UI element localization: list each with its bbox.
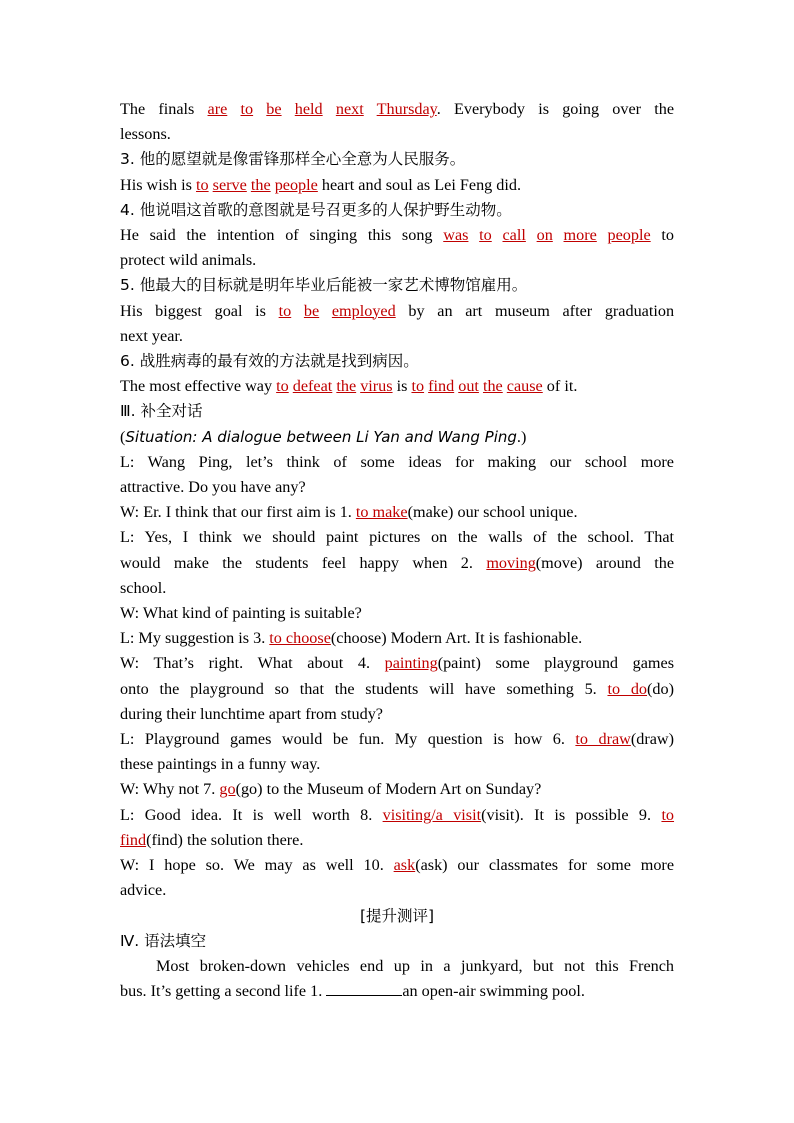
- dialogue-text: (make) our school unique.: [407, 503, 578, 522]
- q5-text: by an art museum after graduation: [408, 301, 675, 320]
- answer: to: [196, 175, 209, 194]
- situation-paren: .): [516, 427, 527, 446]
- section4-text: an open-air swimming pool.: [402, 982, 585, 1001]
- dialogue-text: L: Good idea. It is well worth 8.: [120, 805, 373, 824]
- q4-cont: protect wild animals.: [120, 251, 257, 270]
- answer: to: [479, 226, 492, 245]
- answer: to choose: [269, 629, 331, 648]
- answer: be: [303, 301, 320, 320]
- dialogue-line: [120, 828, 674, 853]
- q4-chinese: 4. 他说唱这首歌的意图就是号召更多的人保护野生动物。: [120, 200, 512, 219]
- answer: to: [240, 100, 254, 118]
- answer: find: [120, 830, 147, 849]
- q5-text: His biggest goal is: [120, 301, 266, 320]
- q5-line: [120, 299, 674, 324]
- q3-text: heart and soul as Lei Feng did.: [321, 175, 522, 194]
- section4-text: bus. It’s getting a second life 1.: [120, 982, 323, 1001]
- dialogue-line: [120, 626, 674, 651]
- dialogue-text: would make the students feel happy when 2.: [120, 553, 473, 572]
- answer: to do: [607, 679, 648, 698]
- dialogue-text: (choose) Modern Art. It is fashionable.: [330, 629, 583, 648]
- q4-text: He said the intention of singing this song: [120, 226, 433, 245]
- dialogue-line: [120, 777, 674, 802]
- dialogue-line: [120, 500, 674, 525]
- answer: next: [335, 100, 364, 118]
- answer-blank[interactable]: [326, 981, 402, 996]
- q2-text: The finals: [120, 100, 195, 118]
- dialogue-text: (do): [647, 679, 674, 698]
- situation-text: : A dialogue between Li Yan and Wang Ping: [192, 427, 517, 446]
- q5-chinese: 5. 他最大的目标就是明年毕业后能被一家艺术博物馆雇用。: [120, 276, 528, 295]
- assessment-heading: [提升测评]: [359, 906, 435, 925]
- document-page: [120, 97, 674, 1004]
- dialogue-text: onto the playground so that the students will have something 5.: [120, 679, 597, 698]
- dialogue-line: L: Yes, I think we should paint pictures on the walls of the school. That: [120, 528, 674, 547]
- q6-chinese: 6. 战胜病毒的最有效的方法就是找到病因。: [120, 352, 419, 371]
- dialogue-line: during their lunchtime apart from study?: [120, 704, 383, 723]
- q6-text: is: [396, 377, 408, 396]
- q5-cont: next year.: [120, 326, 183, 345]
- dialogue-text: W: Why not 7.: [120, 780, 216, 799]
- answer: moving: [486, 553, 536, 572]
- answer: painting: [384, 654, 438, 673]
- answer: out: [458, 377, 479, 396]
- dialogue-line: [120, 551, 674, 576]
- dialogue-line: [120, 803, 674, 828]
- answer: Thursday: [376, 100, 437, 118]
- answer: be: [266, 100, 282, 118]
- q6-line: [120, 374, 674, 399]
- dialogue-line: L: Wang Ping, let’s think of some ideas for making our school more: [120, 452, 674, 471]
- dialogue-line: [120, 651, 674, 676]
- q6-text: The most effective way: [120, 377, 273, 396]
- q4-line: [120, 223, 674, 248]
- section4-heading: Ⅳ. 语法填空: [120, 931, 207, 950]
- answer: to: [276, 377, 289, 396]
- dialogue-text: W: I hope so. We may as well 10.: [120, 856, 384, 875]
- dialogue-text: L: Playground games would be fun. My question is how 6.: [120, 730, 565, 749]
- dialogue-text: (visit). It is possible 9.: [481, 805, 652, 824]
- answer: visiting/a visit: [382, 805, 482, 824]
- dialogue-line: school.: [120, 578, 167, 597]
- q2-text: . Everybody is going over the: [436, 100, 675, 118]
- dialogue-text: (paint) some playground games: [437, 654, 675, 673]
- situation-line: [120, 425, 674, 450]
- answer: defeat: [292, 377, 333, 396]
- answer: people: [274, 175, 318, 194]
- section3-heading: Ⅲ. 补全对话: [120, 402, 203, 421]
- dialogue-line: advice.: [120, 881, 167, 900]
- answer: go: [219, 780, 236, 799]
- answer: to: [411, 377, 425, 396]
- answer: serve: [212, 175, 247, 194]
- answer: the: [336, 377, 357, 396]
- dialogue-line: [120, 853, 674, 878]
- answer: call: [502, 226, 526, 245]
- q6-text: of it.: [546, 377, 578, 396]
- dialogue-text: (go) to the Museum of Modern Art on Sunday?: [235, 780, 542, 799]
- answer: more: [563, 226, 597, 245]
- dialogue-line: W: What kind of painting is suitable?: [120, 604, 362, 623]
- q2-cont: lessons.: [120, 125, 171, 144]
- situation-paren: (: [120, 427, 126, 446]
- dialogue-line: attractive. Do you have any?: [120, 478, 306, 497]
- answer: held: [294, 100, 323, 118]
- answer: people: [607, 226, 651, 245]
- dialogue-text: L: My suggestion is 3.: [120, 629, 266, 648]
- dialogue-text: W: Er. I think that our first aim is 1.: [120, 503, 352, 522]
- q3-line: [120, 173, 674, 198]
- answer: find: [428, 377, 455, 396]
- q3-text: His wish is: [120, 175, 192, 194]
- answer: on: [536, 226, 553, 245]
- answer: the: [482, 377, 503, 396]
- dialogue-line: these paintings in a funny way.: [120, 755, 321, 774]
- dialogue-line: [120, 727, 674, 752]
- section4-paragraph: Most broken-down vehicles end up in a junkyard, but not this French: [156, 956, 674, 975]
- q2-line: [120, 97, 674, 122]
- answer: to make: [355, 503, 408, 522]
- answer: virus: [360, 377, 393, 396]
- answer: to: [278, 301, 292, 320]
- q4-text: to: [661, 226, 675, 245]
- dialogue-text: (move) around the: [535, 553, 674, 572]
- dialogue-line: [120, 677, 674, 702]
- q3-chinese: 3. 他的愿望就是像雷锋那样全心全意为人民服务。: [120, 150, 466, 169]
- answer: to draw: [575, 730, 631, 749]
- answer: employed: [331, 301, 396, 320]
- answer: was: [443, 226, 469, 245]
- section4-paragraph: [120, 979, 674, 1004]
- dialogue-text: W: That’s right. What about 4.: [120, 654, 370, 673]
- answer: are: [207, 100, 228, 118]
- answer: cause: [506, 377, 543, 396]
- dialogue-text: (ask) our classmates for some more: [415, 856, 675, 875]
- answer: to: [661, 805, 675, 824]
- situation-label: Situation: [125, 427, 193, 446]
- dialogue-text: (draw): [630, 730, 674, 749]
- dialogue-text: (find) the solution there.: [146, 830, 304, 849]
- answer: the: [250, 175, 271, 194]
- answer: ask: [393, 856, 416, 875]
